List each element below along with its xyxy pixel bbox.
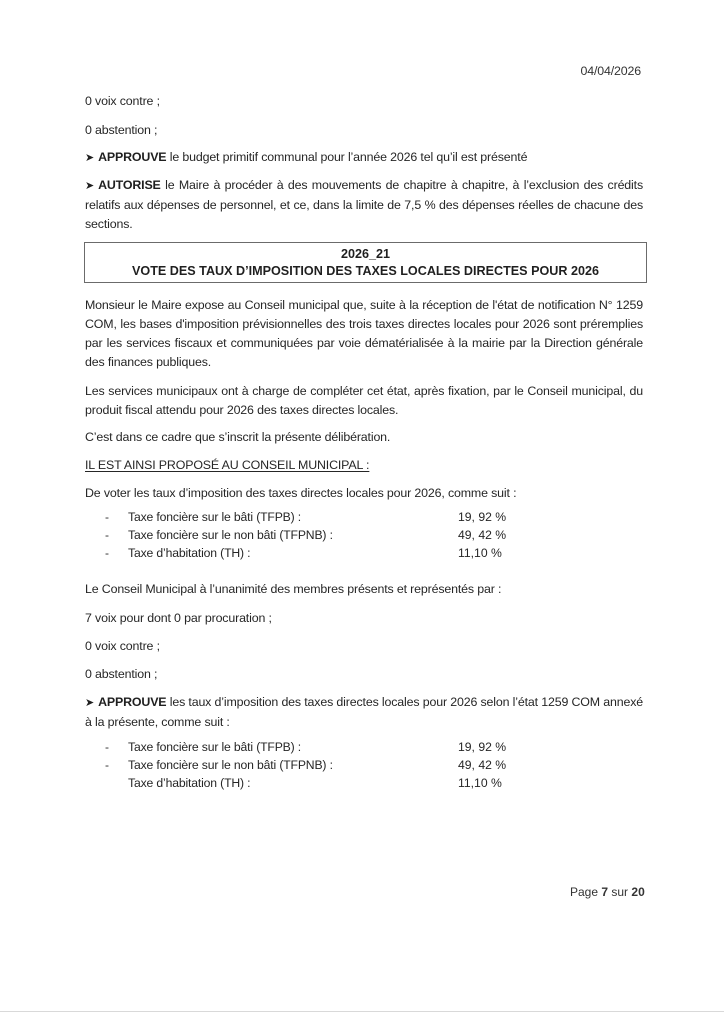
page-of: sur [608,885,632,899]
paragraph-services: Les services municipaux ont à charge de compléter cet état, après fixation, par le Conseil municipal, du produit fiscal attendu pour 2026 des taxes directes locales. [85,384,643,417]
rate-label: Taxe d’habitation (TH) : [128,776,251,790]
decision-keyword: APPROUVE [98,150,167,164]
list-dash: - [105,758,109,772]
arrow-bullet-icon: ➤ [85,697,95,709]
rate-value: 19, 92 % [458,510,507,524]
previous-votes-against: 0 voix contre ; [85,94,160,108]
scan-edge-divider [0,1011,724,1012]
decision-keyword: APPROUVE [98,695,167,709]
vote-intro: Le Conseil Municipal à l’unanimité des membres présents et représentés par : [85,582,502,596]
rate-label: Taxe foncière sur le non bâti (TFPNB) : [128,758,333,772]
previous-abstentions: 0 abstention ; [85,123,158,137]
decision-keyword: AUTORISE [98,178,161,192]
page-total: 20 [631,885,645,899]
deliberation-title-box [84,242,647,283]
list-dash: - [105,510,109,524]
arrow-bullet-icon: ➤ [85,152,95,164]
rate-label: Taxe foncière sur le non bâti (TFPNB) : [128,528,333,542]
paragraph-context: C’est dans ce cadre que s’inscrit la présente délibération. [85,430,391,444]
decision-text: les taux d’imposition des taxes directes locales pour 2026 selon l’état 1259 COM annexé à la présente, comme suit : [85,695,643,729]
decision-text: le budget primitif communal pour l’année 2026 tel qu’il est présenté [166,150,528,164]
rate-value: 11,10 % [458,776,502,790]
rate-label: Taxe foncière sur le bâti (TFPB) : [128,510,302,524]
list-dash: - [105,546,109,560]
rate-value: 49, 42 % [458,528,507,542]
decision-text: le Maire à procéder à des mouvements de chapitre à chapitre, à l’exclusion des crédits relatifs aux dépenses de personnel, et ce, dans la limite de 7,5 % des dépenses réelles de chacune des sections. [85,178,643,231]
deliberation-number: 2026_21 [340,247,391,261]
votes-for: 7 voix pour dont 0 par procuration ; [85,611,272,625]
page-current: 7 [601,885,609,899]
list-dash: - [105,740,109,754]
abstentions: 0 abstention ; [85,667,158,681]
rate-value: 19, 92 % [458,740,507,754]
rate-label: Taxe d’habitation (TH) : [128,546,251,560]
list-dash: - [105,528,109,542]
decision-authorize-transfers [85,176,643,234]
proposal-heading: IL EST AINSI PROPOSÉ AU CONSEIL MUNICIPAL : [85,458,370,472]
page-word: Page [570,885,602,899]
paragraph-intro: Monsieur le Maire expose au Conseil municipal que, suite à la réception de l'état de notification N° 1259 COM, les bases d'imposition prévisionnelles des trois taxes directes locales pour 2026 sont préremplies par les services fiscaux et communiquées par voie dématérialisée à la mairie par la Direction générale des finances publiques. [85,298,643,369]
arrow-bullet-icon: ➤ [85,180,95,192]
proposal-intro: De voter les taux d’imposition des taxes directes locales pour 2026, comme suit : [85,486,517,500]
votes-against: 0 voix contre ; [85,639,160,653]
decision-approve-budget [85,148,643,168]
deliberation-title: VOTE DES TAUX D’IMPOSITION DES TAXES LOCALES DIRECTES POUR 2026 [132,264,599,278]
document-date: 04/04/2026 [580,64,641,78]
rate-value: 49, 42 % [458,758,507,772]
decision-approve-rates [85,693,643,732]
rate-value: 11,10 % [458,546,502,560]
rate-label: Taxe foncière sur le bâti (TFPB) : [128,740,302,754]
page-number [570,885,645,899]
